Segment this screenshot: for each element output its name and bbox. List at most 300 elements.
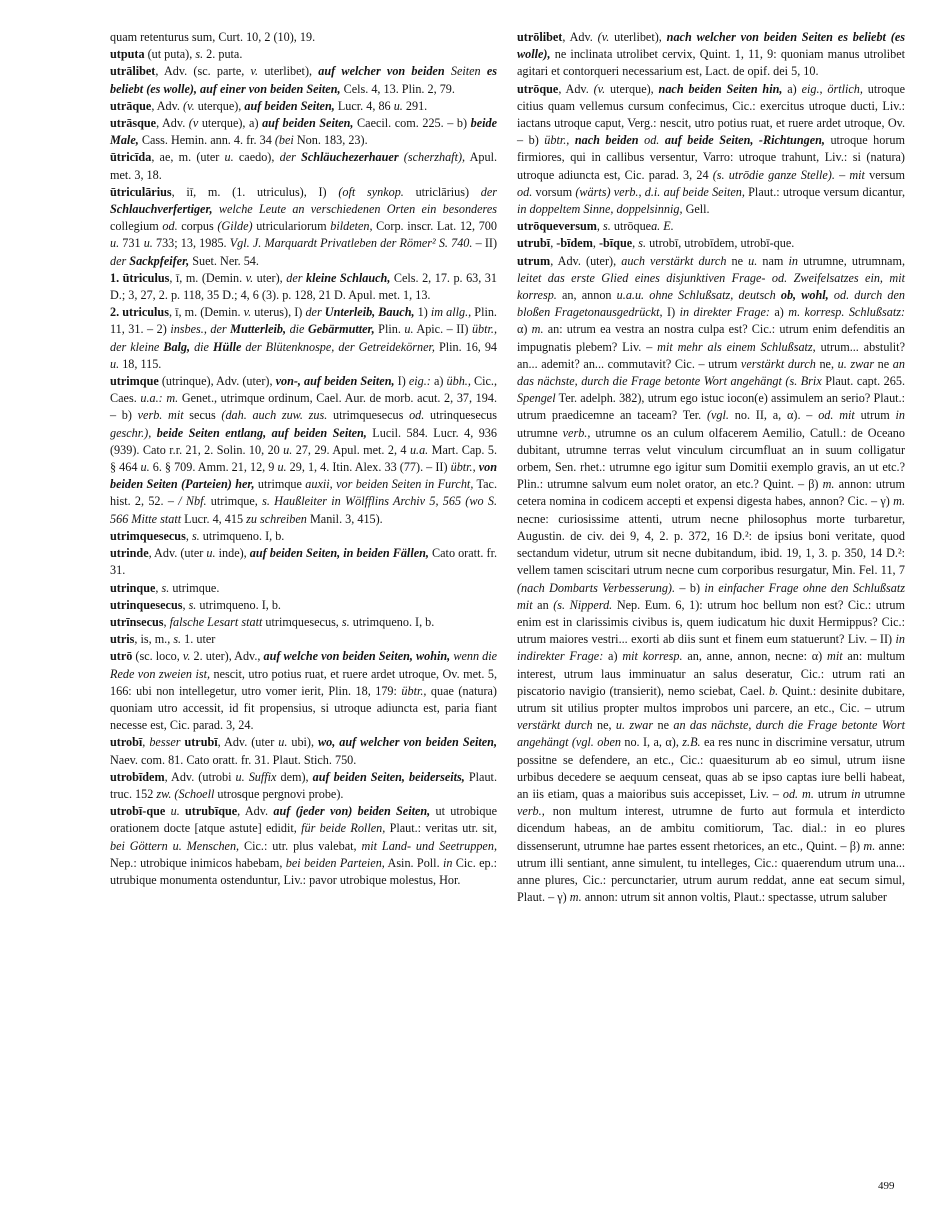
bold-italic-run: Schläuchezerhauer <box>301 150 399 165</box>
italic-run: s. <box>341 614 350 629</box>
text-run: annon: utrum sit annon voltis, Plaut.: spectasse, utrum saluber <box>581 890 887 905</box>
headword: utrobīdem <box>110 769 165 784</box>
headword: utris <box>110 632 135 647</box>
text-run: , <box>155 580 162 595</box>
text-run: Caecil. com. 225. – b) <box>353 116 471 131</box>
text-run: Plaut.: veritas utr. sit, <box>385 821 497 836</box>
bold-italic-run: von beiden Seiten (Parteien) her, <box>110 460 498 492</box>
italic-run: verstärkt durch <box>740 356 816 371</box>
text-run: ne <box>653 718 674 733</box>
italic-run: falsche Lesart statt <box>169 614 263 629</box>
headword: utrō <box>110 649 133 664</box>
bold-italic-run: Gebärmutter, <box>307 322 375 337</box>
text-run: , iī, m. (1. utriculus), I) <box>171 184 339 199</box>
headword: 2. utriculus <box>110 305 169 320</box>
headword: utrum <box>517 253 551 268</box>
text-run: an: multum interest, utrum laus imminuatur an salus deseratur, Cic.: utrum rati an piscatorio navigio (transierit), nemo sciebat, Cael. <box>517 649 906 698</box>
italic-run: z.B. <box>682 735 701 750</box>
italic-run: / Nbf. <box>178 494 207 509</box>
dictionary-entry <box>110 115 497 149</box>
text-run: uterque), a) <box>198 116 263 131</box>
text-run: uterlibet), <box>609 30 667 44</box>
text-run: non multum interest, utrumne de furto aut formula et interdicto dicendum habeas, an de ambitu comitiorum, Tac. dial.: in eo plures dissenserunt, utrumne hae partes essent rhetorices, an etc., Quint. – β) <box>517 804 905 853</box>
text-run: , Adv. <box>562 30 598 44</box>
headword: utrobī-que <box>110 804 166 819</box>
text-run: ne inclinata utrolibet cervix, Quint. 1, 11, 9: quoniam manus utrolibet agitari et contorqueri necessarium est, Lact. de opif. dei 5, 10. <box>517 47 905 79</box>
text-run: utrosque pergnovi probe). <box>214 786 344 801</box>
italic-run: u.a. <box>409 442 429 457</box>
bold-italic-run: Schlauchverfertiger, <box>110 202 213 217</box>
italic-run: u. <box>748 253 758 268</box>
page-number: 499 <box>878 1180 895 1192</box>
text-run: (ut puta), <box>144 47 196 62</box>
bold-italic-run: Hülle <box>212 339 242 354</box>
italic-run: Spengel <box>517 391 556 406</box>
text-run: utrimque <box>254 477 306 492</box>
text-run: collegium <box>110 219 163 234</box>
text-run: Manil. 3, 415). <box>306 511 383 526</box>
headword: utrāsque <box>110 116 157 131</box>
text-run: Genet., utrimque ordinum, Cael. Aur. de morb. acut. 2, 37, 194. – b) <box>110 391 498 423</box>
italic-run: in <box>850 786 861 801</box>
italic-run: u. zwar <box>615 718 654 733</box>
text-run: ea res nunc in discrimine versatur, utrum possitne se defendere, an etc., Cic.: quaesiturum ab eo simul, utrum iisne urbibus decedere se aequum censeat, quas ab se ipso captas iure belli habeat, an iis etiam, quas a maioribus suis accepisset, Liv. – <box>517 735 905 801</box>
italic-run: verstärkt durch <box>517 718 593 733</box>
headword: ūtricīda <box>110 150 152 165</box>
text-run: 2. puta. <box>203 47 243 62</box>
italic-run: verb., <box>517 804 545 819</box>
text-run: secus <box>183 408 222 423</box>
text-run: Apul. met. 3, 18. <box>110 150 498 182</box>
text-run: utrumne os an culum olfacerem Aemilio, Catull.: de Oceano dubitant, utrumne terras velut vinculum circumfluat an in suum colligatur orbem, Sen. rhet.: utrumne ego igitur sum Domitii exemplo gravis, an ut etc.? Plin.: utrumne salvum eum nolet orator, an etc.? Quint. – β) <box>517 425 905 492</box>
text-run: utrimqueno. I, b. <box>199 528 285 543</box>
italic-run: Vgl. J. Marquardt Privatleben der Römer² S. 740. <box>229 236 473 251</box>
text-run: nam <box>757 253 789 268</box>
italic-run: bei Göttern u. Menschen, <box>110 838 240 853</box>
headword: utrinque <box>110 580 156 595</box>
italic-run: u. <box>165 804 186 819</box>
text-run: ne, <box>592 718 616 733</box>
italic-run: od. <box>517 184 533 199</box>
italic-run: der <box>279 150 296 165</box>
italic-run: im allg., <box>430 305 472 320</box>
text-run: , ī, m. (Demin. <box>168 305 244 320</box>
text-run: an: utrum ea vestra an nostra culpa est? Cic.: utrum enim defenditis an impugnatis plebem? Liv. – <box>517 322 905 354</box>
text-run: Gell. <box>682 202 710 217</box>
text-run: utriculariorum <box>252 219 331 234</box>
italic-run: eig., örtlich, <box>801 81 863 96</box>
text-run: a) <box>769 305 789 320</box>
text-run: Tac. hist. 2, 52. – <box>110 477 497 509</box>
text-run: Cass. Hemin. ann. 4. fr. 34 <box>138 133 275 148</box>
text-run: α) <box>517 322 532 337</box>
italic-run: u. <box>283 442 293 457</box>
text-run: quae (natura) quoniam utro accessit, id fit propensius, si utroque adiuncta est, paria fiant necesse est, Cic. parad. 3, 24. <box>110 683 497 733</box>
italic-run: u. <box>224 150 234 165</box>
italic-run: u.a.: <box>140 391 163 406</box>
italic-run: u. <box>110 236 120 251</box>
text-run: Non. 183, 23). <box>293 133 368 148</box>
italic-run: (nach Dombarts Verbesserung). <box>517 580 676 595</box>
italic-run: geschr.), <box>110 425 152 440</box>
text-run: utrimque. <box>169 580 220 595</box>
text-run: ne, <box>815 356 838 371</box>
italic-run: m. korresp. Schlußsatz: <box>788 305 906 320</box>
headword: utrimquesecus <box>110 528 186 543</box>
italic-run: v. <box>182 649 191 664</box>
headword: utrōqueversum <box>517 219 597 234</box>
italic-run: u. <box>140 460 150 475</box>
italic-run: an das nächste, durch die Frage betonte Wort angehängt (vgl. oben <box>517 718 905 750</box>
text-run: , Adv. <box>558 81 594 96</box>
dictionary-entry <box>110 63 497 97</box>
italic-run: bildeten, <box>330 219 373 234</box>
text-run: an <box>532 597 554 612</box>
italic-run: Seiten <box>450 64 481 79</box>
text-run: Apic. – II) <box>413 322 472 337</box>
italic-run: u. <box>393 98 403 113</box>
italic-run: m. <box>166 391 179 406</box>
italic-run: od. durch den bloßen Fragetonausgedrückt, <box>517 288 906 320</box>
text-run: Cic., Caes. <box>110 374 498 406</box>
text-run: 29, 1, 4. Itin. Alex. 33 (77). – II) <box>286 460 451 475</box>
text-run: , <box>142 735 150 750</box>
italic-run: bei beiden Parteien, <box>285 855 385 870</box>
dictionary-entry <box>110 373 497 528</box>
text-run: utrimqueno. I, b. <box>349 614 435 629</box>
text-run: , Adv. (uter), <box>550 253 622 268</box>
italic-run: u. Suffix <box>235 769 277 784</box>
headword: utrōlibet <box>517 30 563 44</box>
italic-run: s. <box>161 580 170 595</box>
italic-run: in direkter Frage: <box>679 305 770 320</box>
text-run: necne: curiosissime attenti, utrum necne philosophus morte turbaretur, Augustin. de civ. dei 9, 4, 2. p. 372, 16 D.²: de ipsius boni veritate, quod sectandum videtur, utrum sit necne dubitandum, ibid. 19, 1, 3. p. 350, 14 D.²: vellem tamen sciscitari utrum necne cum corporibus resurgatur, Min. Fel. 11, 7 <box>517 511 905 578</box>
italic-run: s. <box>603 219 611 234</box>
dictionary-entry <box>110 597 497 614</box>
italic-run: (bei <box>274 133 294 148</box>
text-run: Quint.: desinite dubitare, utrum sit utilius propter multos improbos uni parcere, an etc., Cic. – utrum <box>517 683 905 715</box>
italic-run: m. <box>569 890 582 905</box>
italic-run: u. <box>206 546 216 561</box>
text-run: utrinquesecus <box>424 408 498 423</box>
text-run: Plin. 16, 94 <box>434 339 498 354</box>
italic-run: für beide Rollen, <box>301 821 386 836</box>
text-run: utrumne <box>860 786 905 801</box>
dictionary-entry <box>110 528 497 545</box>
text-run: a) <box>603 649 623 664</box>
headword: utrubīque <box>185 804 238 819</box>
headword: 1. ūtriculus <box>110 270 170 285</box>
text-run: Naev. com. 81. Cato oratt. fr. 31. Plaut. Stich. 750. <box>110 752 357 767</box>
text-run: I) <box>394 374 409 389</box>
dictionary-entry <box>110 769 497 803</box>
bold-italic-run: auf (jeder von) beiden Seiten, <box>273 804 431 819</box>
italic-run: u. <box>143 236 153 251</box>
text-run: utrobī, utrobīdem, utrobī-que. <box>646 236 795 251</box>
text-run: utrimque, <box>206 494 263 509</box>
bold-italic-run: ob, wohl, <box>780 288 829 303</box>
italic-run: (wärts) verb., d.i. auf beide Seiten, <box>575 184 745 199</box>
text-run: utrimqueno. I, b. <box>196 597 281 612</box>
text-run: annon: utrum cetera nomina in codicem accepti et expensi digesta habes, annon? Cic. – γ) <box>517 477 905 509</box>
text-run: Plin. <box>374 322 405 337</box>
italic-run: (v. <box>597 30 610 44</box>
bold-italic-run: auf beiden Seiten, in beiden Fällen, <box>249 546 429 561</box>
text-run: , <box>550 236 557 251</box>
text-run: utrum <box>854 408 896 423</box>
italic-run: der <box>110 253 127 268</box>
italic-run: od. <box>644 133 660 148</box>
text-run: Lucr. 4, 415 <box>181 511 247 526</box>
italic-run: (Gilde) <box>217 219 253 234</box>
italic-run: m. <box>863 838 876 853</box>
bold-italic-run: von-, auf beiden Seiten, <box>275 374 395 389</box>
text-run: – <box>834 167 850 182</box>
italic-run: verb., <box>562 425 591 440</box>
italic-run: (vgl. <box>706 408 729 423</box>
headword: utrāque <box>110 98 152 113</box>
italic-run: (s. Nipperd. <box>553 597 613 612</box>
dictionary-entry <box>110 270 497 304</box>
italic-run: s. Haußleiter in Wölfflins Archiv 5, 565 (wo S. 566 Mitte statt <box>110 494 497 526</box>
text-run: ut utrobique orationem docte [atque astute] edidit, <box>110 804 497 836</box>
text-run: a) <box>782 81 802 96</box>
headword: utrōque <box>517 81 559 96</box>
right-column <box>517 29 905 906</box>
bold-italic-run: Unterleib, Bauch, <box>324 305 415 320</box>
headword: utrālibet <box>110 64 156 79</box>
bold-italic-run: auf welcher von beiden <box>318 64 445 79</box>
italic-run: der <box>480 184 497 199</box>
italic-run: u. <box>277 460 287 475</box>
italic-run: der <box>305 305 322 320</box>
text-run: utrum... abstulit? an... ademit? an... commutavit? Cic. – utrum <box>517 339 905 371</box>
headword: utrobī <box>110 735 143 750</box>
italic-run: eig.: <box>408 374 431 389</box>
text-run: 291. <box>402 98 428 113</box>
text-run: anne: utrum illi sentiant, anne simulent, tu intelleges, Cic.: quaerendum utrum una... anne plures, Cic.: percunctarier, utrum aurum reddat, anne eat secum simul, Plaut. – γ) <box>517 838 905 905</box>
dictionary-entry <box>517 253 905 907</box>
text-run: no. I, a, α), <box>620 735 683 750</box>
dictionary-entry <box>110 580 497 597</box>
text-run: Suet. Ner. 54. <box>189 253 259 268</box>
italic-run: zw. (Schoell <box>156 786 215 801</box>
text-run: Cic. ep.: utrubique monumenta ostenduntur, Liv.: pavor utrobique molestus, Hor. <box>110 855 498 887</box>
text-run: Plaut. truc. 152 <box>110 769 497 801</box>
text-run: Asin. Poll. <box>384 855 443 870</box>
text-run: , <box>632 236 639 251</box>
text-run: vorsum <box>532 184 576 199</box>
italic-run: der <box>286 270 303 285</box>
text-run: Plaut. capt. 265. <box>821 374 905 389</box>
dictionary-entry <box>517 29 905 81</box>
text-run: , ī, m. (Demin. <box>169 270 246 285</box>
italic-run: m. <box>893 494 905 509</box>
text-run: (utrinque), Adv. (uter), <box>158 374 276 389</box>
bold-italic-run: Mutterleib, <box>230 322 287 337</box>
text-run: no. II, a, α). – <box>728 408 819 423</box>
italic-run: s. <box>191 528 200 543</box>
italic-run: mit mehr als einem Schlußsatz, <box>657 339 816 354</box>
italic-run: der Blütenknospe, der Getreidekörner, <box>245 339 435 354</box>
bold-italic-run: auf beiden Seiten, <box>262 116 354 131</box>
text-run: , Adv. (uter <box>217 735 279 750</box>
text-run: , Adv. (uter <box>148 546 207 561</box>
text-run: corpus <box>177 219 218 234</box>
text-run: utrum <box>813 786 851 801</box>
bold-italic-run: wo, auf welcher von beiden Seiten, <box>318 735 498 750</box>
italic-run: in doppeltem Sinne, doppelsinnig, <box>517 202 683 217</box>
headword: ūtriculārius <box>110 184 172 199</box>
dictionary-entry <box>110 304 497 373</box>
text-run: 1. uter <box>181 632 216 647</box>
text-run: an, anne, annon, necne: α) <box>682 649 828 664</box>
text-run: utrumne <box>517 425 563 440</box>
text-run: quam retenturus sum, Curt. 10, 2 (10), 19. <box>110 30 316 44</box>
bold-italic-run: Sackpfeifer, <box>129 253 190 268</box>
text-run: uter), <box>253 270 287 285</box>
italic-run: s. <box>173 632 182 647</box>
italic-run: od. <box>162 219 178 234</box>
text-run: , <box>185 528 192 543</box>
text-run: utrōque <box>610 219 652 234</box>
bold-italic-run: kleine Schlauch, <box>305 270 391 285</box>
bold-italic-run: auf beiden Seiten, <box>244 98 335 113</box>
italic-run: mit korresp. <box>622 649 683 664</box>
text-run: utrimquesecus <box>327 408 410 423</box>
italic-run: insbes., der <box>170 322 227 337</box>
bold-italic-run: nach beiden Seiten hin, <box>658 81 783 96</box>
text-run: uterque), <box>605 81 659 96</box>
bold-italic-run: auf beide Seiten, -Richtungen, <box>664 133 825 148</box>
text-run: 1) <box>414 305 431 320</box>
italic-run: u.a.u. ohne Schlußsatz, deutsch <box>616 288 776 303</box>
dictionary-entry <box>110 545 497 579</box>
text-run: utriclārius) <box>403 184 481 199</box>
italic-run: (scherzhaft), <box>403 150 466 165</box>
italic-run: u. <box>110 356 120 371</box>
bold-italic-run: auf beiden Seiten, beiderseits, <box>312 769 465 784</box>
italic-run: besser <box>149 735 181 750</box>
text-run: , <box>163 614 170 629</box>
headword: utrubī <box>184 735 218 750</box>
text-run: inde), <box>215 546 250 561</box>
italic-run: wenn die Rede von zweien ist, <box>110 649 498 681</box>
italic-run: v. <box>243 305 252 320</box>
italic-run: übtr., <box>450 460 476 475</box>
bold-italic-run: auf welche von beiden Seiten, wohin, <box>263 649 451 664</box>
left-column <box>110 29 497 889</box>
text-run: Corp. inscr. Lat. 12, 700 <box>372 219 497 234</box>
italic-run: s. <box>638 236 647 251</box>
dictionary-entry <box>110 98 497 115</box>
text-run: an, annon <box>556 288 617 303</box>
italic-run: übh., <box>446 374 471 389</box>
text-run: Plin. 11, 31. – 2) <box>110 305 497 337</box>
italic-run: an das nächste, durch die Frage betonte Wort angehängt (s. Brix <box>517 356 905 389</box>
bold-italic-run: es beliebt (es wolle), auf einer von beiden Seiten, <box>110 64 498 96</box>
text-run: 2. uter), Adv., <box>190 649 264 664</box>
italic-run: mit <box>849 167 865 182</box>
text-run: Nep. Eum. 6, 1): utrum hoc bellum non est? Cic.: utrum enim est in clarissimis civibus is, quem iudicatum hic duxit Hermippus? Cic.: utrum maiores vestri... exorti ab diis sunt et finem eum statuerunt? Liv. – II) <box>517 597 905 647</box>
italic-run: übtr., <box>544 133 570 148</box>
text-run: , ae, m. (uter <box>151 150 225 165</box>
italic-run: s. <box>195 47 204 62</box>
text-run: utroque citius quam vellemus cursum confecimus, Cic.: exercitus utroque ducti, Liv.: iactans utroque caput, Verg.: nescit, utro potius ruat, et ruere ardet utroque, Ov. – b) <box>517 81 906 148</box>
italic-run: v. <box>250 64 259 79</box>
dictionary-entry <box>110 631 497 648</box>
italic-run: verb. mit <box>137 408 184 423</box>
text-run: – II) <box>472 236 498 251</box>
text-run: , Adv. <box>237 804 274 819</box>
italic-run: b. <box>768 683 779 698</box>
italic-run: od. m. <box>782 786 814 801</box>
italic-run: m. <box>822 477 835 492</box>
text-run: Cato oratt. fr. 31. <box>110 546 498 578</box>
italic-run: zu schreiben <box>246 511 307 526</box>
text-run: , Adv. (sc. parte, <box>155 64 251 79</box>
text-run: Plaut.: utroque versum dicantur, <box>744 184 906 199</box>
italic-run: in <box>788 253 798 268</box>
italic-run: od. mit <box>818 408 855 423</box>
text-run: nescit, utro potius ruat, et ruere ardet utroque, Ov. met. 5, 166: ubi non intellegetur, utro vomer ierit, Plin. 18, 179: <box>110 666 497 698</box>
text-run: Lucil. 584. Lucr. 4, 936 (939). Cato r.r. 21, 2. Solin. 10, 20 <box>110 425 497 457</box>
headword: utrīnsecus <box>110 614 164 629</box>
italic-run: (v. <box>183 98 195 113</box>
text-run: – b) <box>675 580 705 595</box>
italic-run: (v <box>188 116 199 131</box>
text-run: ubi), <box>287 735 319 750</box>
italic-run: (oft synkop. <box>338 184 404 199</box>
bold-italic-run: Balg, <box>163 339 191 354</box>
dictionary-entry <box>517 81 905 219</box>
italic-run: a. E. <box>651 219 674 234</box>
dictionary-entry <box>110 803 497 889</box>
text-run: ne <box>874 356 893 371</box>
text-run: Cic.: utr. plus valebat, <box>239 838 362 853</box>
bold-italic-run: nach beiden <box>574 133 639 148</box>
italic-run: übtr., <box>401 683 427 698</box>
text-run: Cels. 2, 17. p. 63, 31 D.; 3, 27, 2. p. 118, 35 D.; 4, 6 (3). p. 128, 21 D. Apul. met. 1, 13. <box>110 270 497 303</box>
text-run: Cels. 4, 13. Plin. 2, 79. <box>340 81 455 96</box>
text-run: (sc. loco, <box>132 649 183 664</box>
italic-run: in <box>442 855 453 870</box>
text-run: 733; 13, 1985. <box>152 236 230 251</box>
text-run: uterlibet), <box>258 64 319 79</box>
italic-run: übtr., der kleine <box>110 322 498 354</box>
text-run: dem), <box>276 769 313 784</box>
headword: -bīque <box>598 236 633 251</box>
text-run: a) <box>430 374 447 389</box>
italic-run: die <box>194 339 209 354</box>
italic-run: leitet das erste Glied eines disjunktiven Frage- od. Zweifelsatzes ein, mit korresp. <box>517 270 905 303</box>
italic-run: mit <box>827 649 843 664</box>
text-run: 18, 115. <box>119 356 162 371</box>
text-run: versum <box>864 167 905 182</box>
text-run: utrimquesecus, <box>262 614 342 629</box>
headword: utrimque <box>110 374 159 389</box>
dictionary-entry <box>110 648 497 734</box>
text-run: , is, m., <box>134 632 174 647</box>
text-run: , Adv. (utrobi <box>164 769 236 784</box>
italic-run: (s. utrōdie ganze Stelle). <box>712 167 835 182</box>
italic-run: in einfacher Frage ohne den Schlußsatz mit <box>517 580 905 612</box>
text-run: Nep.: utrobique inimicos habebam, <box>110 855 286 870</box>
italic-run: in indirekter Frage: <box>517 632 905 664</box>
text-run: I) <box>662 305 680 320</box>
italic-run: (v. <box>593 81 606 96</box>
dictionary-entry <box>110 29 497 46</box>
